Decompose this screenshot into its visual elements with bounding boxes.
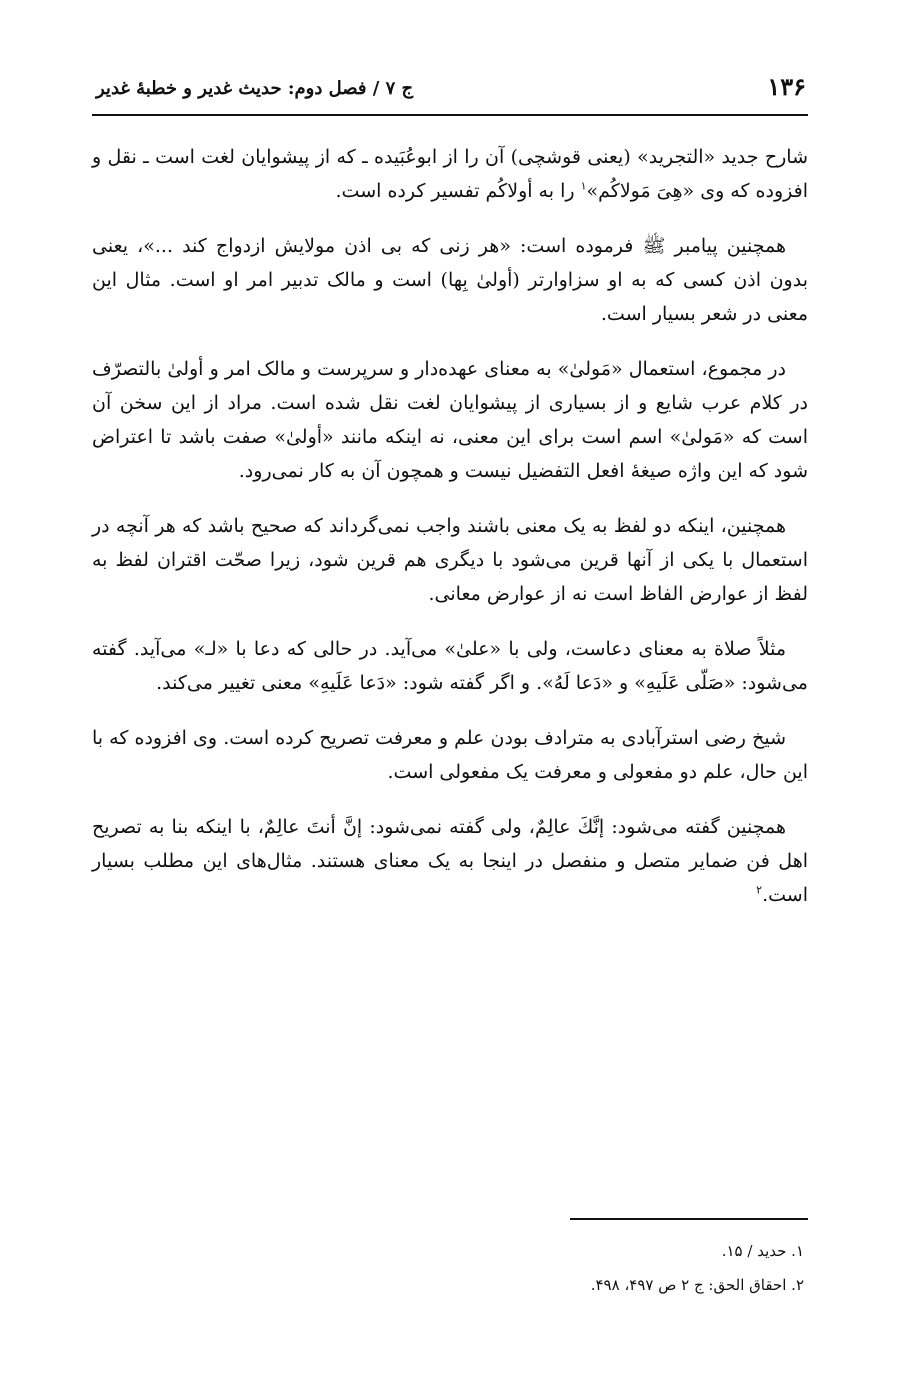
footnote-2: ۲. احقاق الحق: ج ۲ ص ۴۹۷، ۴۹۸. — [590, 1276, 804, 1294]
paragraph-6: شیخ رضی استرآبادی به مترادف بودن علم و معرفت تصریح کرده است. وی افزوده که با این حال، علم دو مفعولی و معرفت یک مفعولی است. — [92, 727, 808, 783]
paragraph-7-text: همچنین گفته می‌شود: إنَّكَ عالِمٌ، ولی گفته نمی‌شود: إنَّ أنتَ عالِمٌ، با اینکه بنا به تصریح اهل فن ضمایر متصل و منفصل در اینجا به یک معنای هستند. مثال‌های این مطلب بسیار است. — [92, 816, 808, 906]
paragraph-1-text-after: را به أولاکُم تفسیر کرده است. — [335, 180, 581, 202]
paragraph-3: در مجموع، استعمال «مَولیٰ» به معنای عهده‌دار و سرپرست و مالک امر و أولیٰ بالتصرّف در کلام عرب شایع و از بسیاری از پیشوایان لغت نقل شده است. مراد از این سخن آن است که «مَولیٰ» اسم است برای این معنی، نه اینکه مانند «أولیٰ» صفت باشد تا اعتراض شود که این واژه صیغهٔ افعل التفضیل نیست و همچون آن به کار نمی‌رود. — [92, 358, 808, 482]
body-text — [92, 140, 808, 933]
footnote-divider — [570, 1218, 808, 1220]
paragraph-7 — [92, 810, 808, 912]
paragraph-4: همچنین، اینکه دو لفظ به یک معنی باشند واجب نمی‌گرداند که صحیح باشد که هر آنچه در استعمال با یکی از آنها قرین می‌شود با دیگری هم قرین شود، زیرا صحّت اقتران لفظ به لفظ از عوارض الفاظ است نه از عوارض معانی. — [92, 515, 808, 605]
paragraph-1-text: شارح جدید «التجرید» (یعنی قوشچی) آن را از ابوعُبَیده ـ که از پیشوایان لغت است ـ نقل و افزوده که وی «هِیَ مَولاکُم» — [92, 146, 808, 202]
footnotes — [92, 1234, 804, 1302]
page-header — [92, 66, 808, 116]
running-title: ج ۷ / فصل دوم: حدیث غدیر و خطبهٔ غدیر — [96, 78, 414, 99]
paragraph-2: همچنین پیامبر ﷺ فرموده است: «هر زنی که بی اذن مولایش ازدواج کند ...»، یعنی بدون اذن کسی که به او سزاوارتر (أولیٰ بِها) است و مالک تدبیر امر او است. مثال این معنی در شعر بسیار است. — [92, 235, 808, 325]
paragraph-1 — [92, 140, 808, 208]
paragraph-5: مثلاً صلاة به معنای دعاست، ولی با «علیٰ» می‌آید. در حالی که دعا با «لـ» می‌آید. گفته می‌شود: «صَلّی عَلَیهِ» و «دَعا لَهُ». و اگر گفته شود: «دَعا عَلَیهِ» معنی تغییر می‌کند. — [92, 638, 808, 694]
page-number: ۱۳۶ — [767, 72, 806, 101]
footnote-1: ۱. حدید / ۱۵. — [721, 1242, 804, 1260]
footnote-ref-1: ۱ — [580, 179, 587, 193]
footnote-ref-2: ۲ — [756, 883, 763, 897]
